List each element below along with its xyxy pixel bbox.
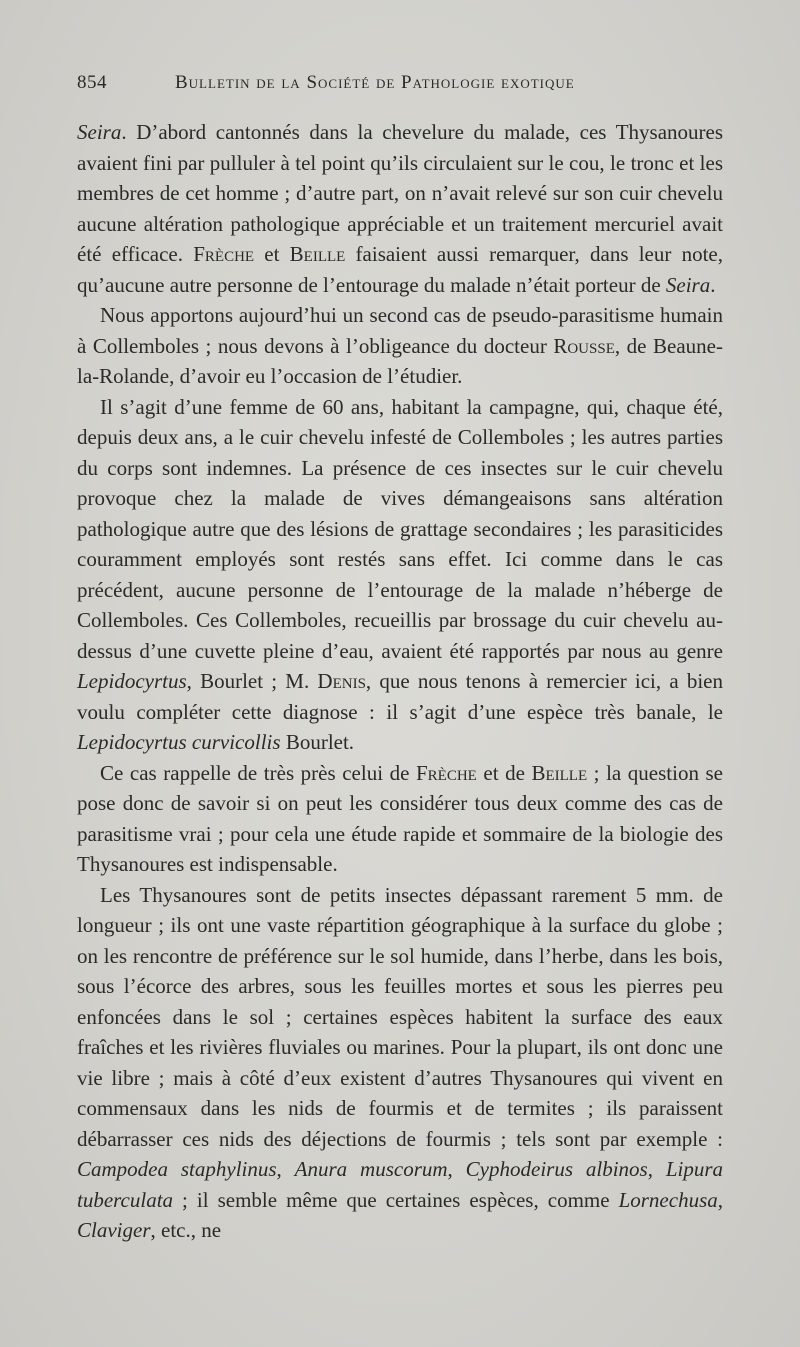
text-run: Nous apportons aujourd’hui un second cas de pseudo-parasitisme humain à Collemboles ; nous devons à l’obligeance du docteur [77,303,723,358]
italic-text: Lipura tuberculata [77,1157,724,1212]
page-number: 854 [77,72,107,93]
text-run: . [710,272,716,297]
author-name: Denis [317,669,366,693]
text-run: , [647,1157,666,1181]
text-run: faisaient aussi remarquer, dans leur note, qu’aucune autre personne de l’entourage du malade n’était porteur de [77,242,723,297]
running-header [77,72,727,100]
text-run: . D’abord cantonnés dans la chevelure du malade, ces Thysanoures avaient fini par pulluler à tel point qu’ils circulaient sur le cou, le tronc et les membres de cet homme ; d’autre part, on n’avait relevé sur son cuir chevelu aucune altération pathologique appréciable et un traitement mercuriel avait été efficace. [77,120,723,266]
italic-text: Lepidocyrtus curvicollis [77,730,281,754]
paragraph [77,117,723,300]
text-run: , Bourlet ; M. [186,669,318,693]
author-name: Beille [531,760,588,785]
italic-text: Seira [77,120,122,144]
text-run: et [254,242,290,266]
italic-text: Lornechusa [618,1187,718,1212]
body-text [77,117,723,1246]
text-run: et de [476,760,532,785]
italic-text: Anura muscorum [294,1157,448,1181]
author-name: Beille [289,242,346,266]
text-run: Bourlet. [280,730,355,754]
journal-title: Bulletin de la Société de Pathologie exotique [175,72,575,93]
paragraph [77,880,723,1246]
author-name: Frèche [415,760,477,785]
text-run: , que nous tenons à remercier ici, a bien voulu compléter cette diagnose : il s’agit d’une espèce très banale, le [77,669,723,724]
paragraph [77,300,723,392]
text-run: , [717,1187,723,1212]
text-run: Les Thysanoures sont de petits insectes dépassant rarement 5 mm. de longueur ; ils ont une vaste répartition géographique à la surface du globe ; on les rencontre de préférence sur le sol humide, dans l’herbe, dans les bois, sous l’écorce des arbres, sous les feuilles mortes et sous les pierres peu enfoncées dans le sol ; certaines espèces habitent la surface des eaux fraîches et les rivières fluviales ou marines. Pour la plupart, ils ont donc une vie libre ; mais à côté d’eux existent d’autres Thysanoures qui vivent en commensaux dans les nids de fourmis et de termites ; ils paraissent débarrasser ces nids des déjections de fourmis ; tels sont par exemple : [77,882,723,1151]
text-run: , [276,1157,295,1181]
text-run: Ce cas rappelle de très près celui de [100,760,416,785]
text-run: , etc., ne [150,1218,222,1242]
italic-text: Cyphodeirus albinos [465,1157,648,1181]
author-name: Frèche [193,242,255,266]
author-name: Rousse [553,333,615,358]
paragraph [77,758,723,880]
text-run: ; il semble même que certaines espèces, comme [173,1187,619,1212]
italic-text: Campodea staphylinus [77,1157,277,1181]
text-run: ; la question se pose donc de savoir si on peut les considérer tous deux comme des cas de parasitisme vrai ; pour cela une étude rapide et sommaire de la biologie des Thysanoures est indispensable. [77,760,723,876]
italic-text: Seira [665,272,711,297]
italic-text: Claviger [77,1218,151,1242]
paragraph [77,392,723,758]
text-run: , [447,1157,466,1181]
text-run: , de Beaune-la-Rolande, d’avoir eu l’occasion de l’étudier. [77,333,723,388]
italic-text: Lepidocyrtus [77,669,187,693]
text-run: Il s’agit d’une femme de 60 ans, habitant la campagne, qui, chaque été, depuis deux ans, a le cuir chevelu infesté de Collemboles ; les autres parties du corps sont indemnes. La présence de ces insectes sur le cuir chevelu provoque chez la malade de vives démangeaisons sans altération pathologique autre que des lésions de grattage secondaires ; les parasiticides couramment employés sont restés sans effet. Ici comme dans le cas précédent, aucune personne de l’entourage de la malade n’héberge de Collemboles. Ces Collemboles, recueillis par brossage du cuir chevelu au-dessus d’une cuvette pleine d’eau, avaient été rapportés par nous au genre [77,394,723,663]
